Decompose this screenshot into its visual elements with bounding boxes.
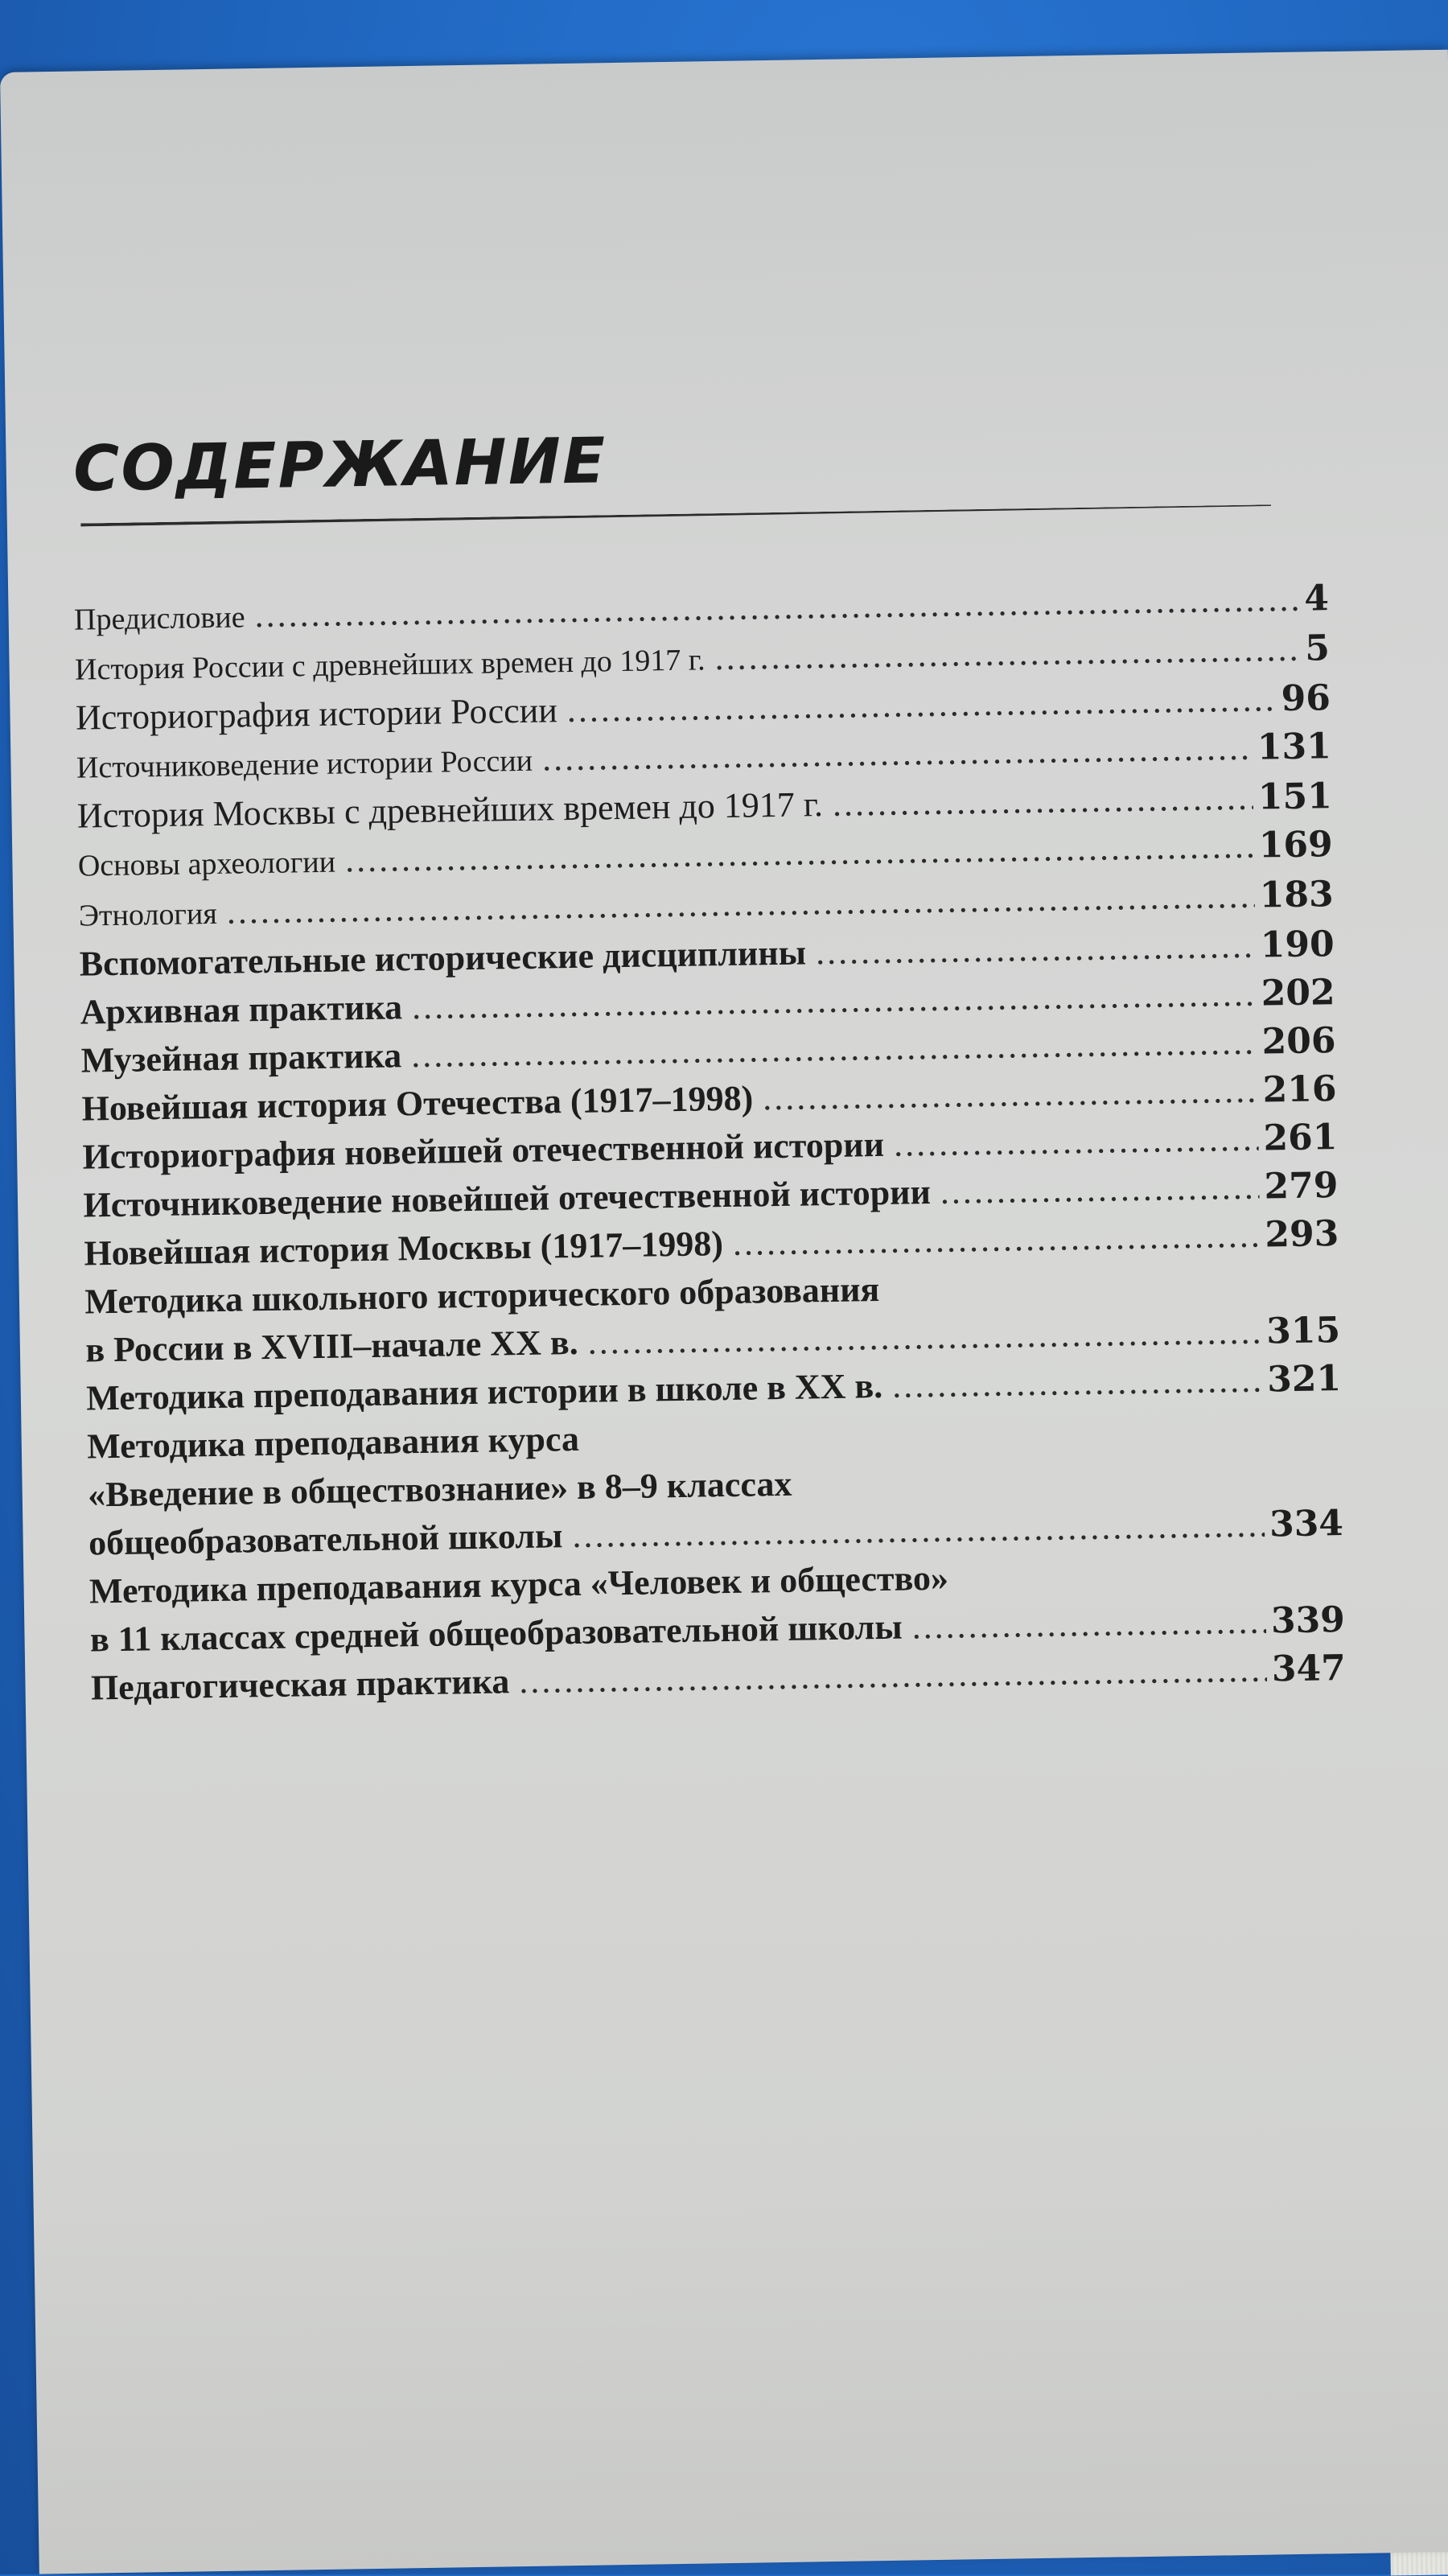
toc-entry	[87, 1403, 1344, 1567]
dot-leader	[714, 625, 1301, 682]
toc-entry-title: Методика преподавания курса «Человек и общество»	[88, 1558, 949, 1611]
toc-page-number: 202	[1261, 972, 1335, 1014]
page-title: СОДЕРЖАНИЕ	[72, 425, 607, 506]
toc-entry-title: Новейшая история Москвы (1917–1998)	[84, 1224, 724, 1274]
toc-page-number: 347	[1271, 1647, 1347, 1690]
title-underline	[80, 504, 1271, 526]
toc-page-number: 131	[1257, 726, 1332, 768]
toc-page-number: 216	[1262, 1068, 1337, 1111]
toc-page-number: 321	[1266, 1358, 1342, 1401]
toc-page-number: 339	[1270, 1599, 1346, 1642]
dot-leader	[832, 774, 1253, 829]
toc-entry-title: Методика преподавания курса	[86, 1418, 580, 1467]
toc-page-number: 190	[1260, 924, 1335, 966]
dot-leader	[940, 1163, 1260, 1216]
toc-entry-title: общеобразовательной школы	[88, 1516, 563, 1563]
dot-leader	[816, 922, 1257, 977]
toc-page-number: 206	[1261, 1020, 1336, 1063]
toc-page-number: 279	[1264, 1165, 1339, 1208]
toc-entry-title: Источниковедение новейшей отечественной истории	[83, 1172, 932, 1225]
toc-page-number: 169	[1258, 824, 1334, 866]
toc-entry-title: Основы археологии	[77, 845, 336, 883]
toc-entry-title: История России с древнейших времен до 1917 г.	[74, 643, 705, 687]
toc-entry-title: в 11 классах средней общеобразовательной школы	[89, 1607, 903, 1660]
toc-entry-title: Предисловие	[73, 600, 245, 637]
toc-page-number: 334	[1269, 1503, 1344, 1545]
dot-leader	[911, 1598, 1266, 1652]
toc-entry-title: Историография истории России	[75, 690, 558, 738]
toc-entry-title: Этнология	[78, 896, 218, 933]
toc-page-number: 4	[1303, 578, 1330, 619]
toc-page-number: 293	[1265, 1213, 1339, 1256]
toc-entry-title: Методика школьного исторического образования	[84, 1269, 880, 1322]
toc-page-number: 96	[1281, 677, 1331, 720]
toc-page-number: 261	[1263, 1117, 1338, 1159]
toc-entry-title: Музейная практика	[80, 1035, 402, 1080]
dot-leader	[892, 1356, 1263, 1410]
toc-entry-title: Методика преподавания истории в школе в XX в.	[85, 1365, 883, 1418]
dot-leader	[542, 724, 1253, 784]
toc-page-number: 183	[1259, 874, 1335, 916]
toc-entry-title: Новейшая история Отечества (1917–1998)	[81, 1078, 754, 1129]
dot-leader	[763, 1067, 1258, 1123]
toc-entry-title: Архивная практика	[80, 987, 403, 1032]
toc-entry-title: Педагогическая практика	[90, 1661, 510, 1708]
toc-entry-title: Историография новейшей отечественной истории	[82, 1124, 885, 1177]
toc-entry-title: Вспомогательные исторические дисциплины	[79, 932, 807, 984]
toc-page-number: 151	[1257, 776, 1333, 818]
toc-entry-title: История Москвы с древнейших времен до 1917 г.	[76, 784, 824, 836]
dot-leader	[894, 1115, 1260, 1169]
toc-entry-title: «Введение в обществознание» в 8–9 классах	[87, 1463, 792, 1515]
dot-leader	[732, 1212, 1260, 1268]
toc-page-number: 5	[1304, 628, 1331, 669]
table-of-contents	[74, 574, 1347, 1712]
toc-entry-title: в России в XVIII–начале XX в.	[84, 1322, 578, 1370]
toc-entry-title: Источниковедение истории России	[76, 743, 533, 785]
toc-page-number: 315	[1265, 1310, 1341, 1352]
